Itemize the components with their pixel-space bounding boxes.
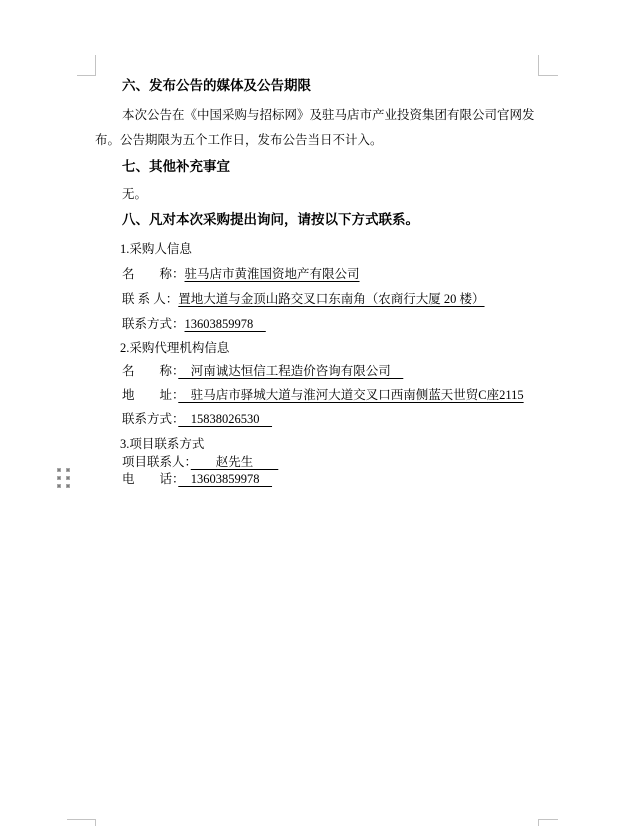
paragraph-none: 无。 <box>122 187 148 201</box>
margin-mark-top-left-icon <box>77 55 96 76</box>
subheading-project-contact: 3.项目联系方式 <box>120 437 205 451</box>
field-purchaser-contact <box>122 292 485 306</box>
heading-section-7: 七、其他补充事宜 <box>122 159 230 174</box>
drag-handle-icon[interactable] <box>57 468 70 488</box>
field-label: 电 话： <box>122 472 179 486</box>
margin-mark-top-right-icon <box>538 55 558 76</box>
field-value: 赵先生 <box>190 455 279 469</box>
field-purchaser-phone <box>122 317 266 331</box>
field-label: 项目联系人： <box>122 455 191 469</box>
field-value: 置地大道与金顶山路交叉口东南角（农商行大厦 20 楼） <box>178 292 485 306</box>
field-value: 驻马店市黄淮国资地产有限公司 <box>184 267 360 281</box>
field-label: 名 称： <box>122 364 179 378</box>
field-label: 联系方式： <box>122 412 179 426</box>
subheading-agency-info: 2.采购代理机构信息 <box>120 341 230 355</box>
field-project-contact-phone <box>122 472 272 486</box>
field-agency-name <box>122 364 403 378</box>
subheading-purchaser-info: 1.采购人信息 <box>120 242 192 256</box>
field-label: 地 址： <box>122 388 179 402</box>
field-label: 联系方式： <box>122 317 185 331</box>
field-value: 河南诚达恒信工程造价咨询有限公司 <box>178 364 404 378</box>
field-value: 13603859978 <box>184 317 266 331</box>
field-agency-address <box>122 388 524 402</box>
paragraph-publish-media-2: 布。公告期限为五个工作日，发布公告当日不计入。 <box>95 133 383 147</box>
field-project-contact-person <box>122 455 278 469</box>
field-agency-phone <box>122 412 272 426</box>
heading-section-6: 六、发布公告的媒体及公告期限 <box>122 78 311 93</box>
field-purchaser-name <box>122 267 360 281</box>
field-label: 名 称： <box>122 267 185 281</box>
field-value: 驻马店市驿城大道与淮河大道交叉口西南侧蓝天世贸C座2115 <box>178 388 524 402</box>
field-value: 15838026530 <box>178 412 273 426</box>
paragraph-publish-media-1: 本次公告在《中国采购与招标网》及驻马店市产业投资集团有限公司官网发 <box>122 108 535 122</box>
heading-section-8: 八、凡对本次采购提出询问，请按以下方式联系。 <box>122 212 419 227</box>
field-value: 13603859978 <box>178 472 273 486</box>
field-label: 联 系 人： <box>122 292 179 306</box>
